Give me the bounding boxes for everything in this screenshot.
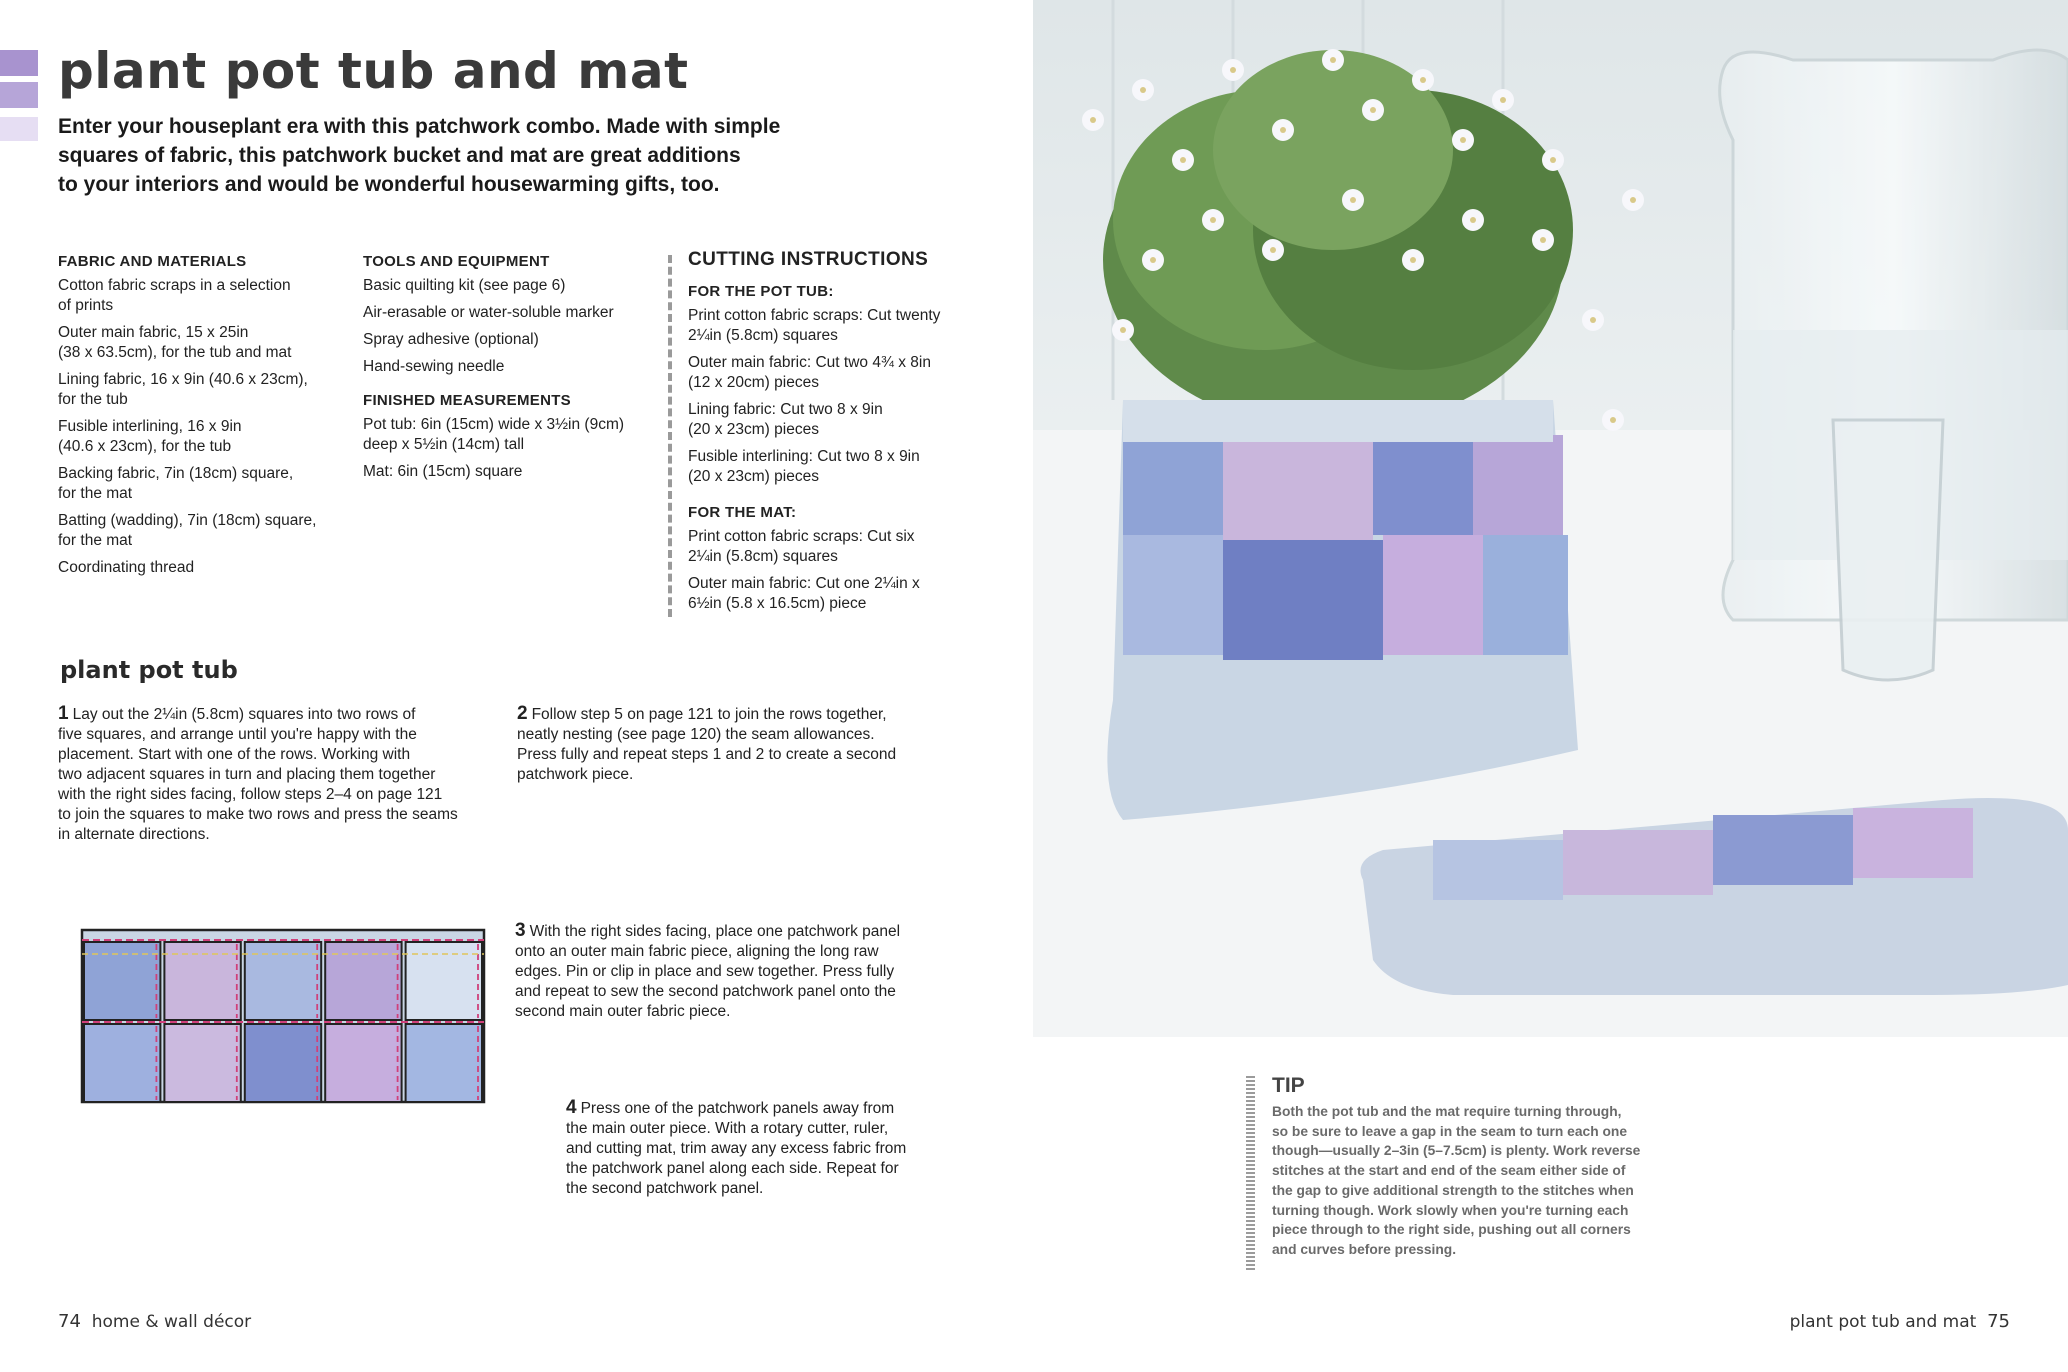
item-line: Backing fabric, 7in (18cm) square,: [58, 465, 294, 482]
item-line: of prints: [58, 297, 114, 314]
patch-square: [84, 1024, 160, 1102]
accent-bar-bottom: [0, 117, 38, 141]
running-header-right: plant pot tub and mat: [1789, 1312, 1977, 1332]
item-line: Outer main fabric: Cut two 4¾ x 8in: [688, 354, 931, 371]
item-line: Hand-sewing needle: [363, 358, 505, 375]
flower-center: [1210, 217, 1216, 223]
item-line: Pot tub: 6in (15cm) wide x 3½in (9cm): [363, 416, 625, 433]
cutting-item: [688, 400, 978, 440]
cutting-heading: CUTTING INSTRUCTIONS: [688, 249, 929, 270]
step-1: [58, 704, 458, 845]
item-line: 2¼in (5.8cm) squares: [688, 548, 838, 565]
item-line: 2¼in (5.8cm) squares: [688, 327, 838, 344]
item-line: Air-erasable or water-soluble marker: [363, 304, 614, 321]
materials-item: [58, 417, 348, 457]
tip-line: turning though. Work slowly when you're turning each: [1272, 1202, 1629, 1218]
page-number-left: 74: [58, 1311, 81, 1332]
flower-center: [1270, 247, 1276, 253]
flower-center: [1630, 197, 1636, 203]
step-3: [515, 921, 900, 1022]
tip-line: the gap to give additional strength to the stitches when: [1272, 1182, 1634, 1198]
page-title: plant pot tub and mat: [58, 42, 689, 100]
step-line: Press one of the patchwork panels away from: [580, 1100, 895, 1117]
item-line: (20 x 23cm) pieces: [688, 468, 819, 485]
step-line: with the right sides facing, follow steps 2–4 on page 121: [58, 786, 443, 803]
tip-box: [1246, 1074, 1641, 1260]
tools-column: [363, 252, 663, 489]
running-header-left: home & wall décor: [91, 1312, 252, 1332]
page-number-right: 75: [1987, 1311, 2010, 1332]
measurements-heading: FINISHED MEASUREMENTS: [363, 392, 571, 409]
step-line: placement. Start with one of the rows. Working with: [58, 746, 411, 763]
step-line: With the right sides facing, place one patchwork panel: [529, 923, 901, 940]
step-number: 3: [515, 920, 526, 941]
item-line: (12 x 20cm) pieces: [688, 374, 819, 391]
flower-center: [1090, 117, 1096, 123]
footer-right: [1790, 1311, 2010, 1332]
item-line: Basic quilting kit (see page 6): [363, 277, 566, 294]
item-line: (40.6 x 23cm), for the tub: [58, 438, 232, 455]
intro-line: Enter your houseplant era with this patchwork combo. Made with simple: [58, 115, 781, 138]
flower-center: [1180, 157, 1186, 163]
mat-subheading: FOR THE MAT:: [688, 504, 797, 521]
flower-center: [1550, 157, 1556, 163]
item-line: Fusible interlining, 16 x 9in: [58, 418, 242, 435]
item-line: deep x 5½in (14cm) tall: [363, 436, 525, 453]
flower-center: [1370, 107, 1376, 113]
tub-subheading: FOR THE POT TUB:: [688, 283, 834, 300]
step-line: in alternate directions.: [58, 826, 210, 843]
tools-item: [363, 330, 663, 350]
step-4: [566, 1098, 906, 1199]
patchwork-diagram: [76, 926, 490, 1106]
step-line: and repeat to sew the second patchwork panel onto the: [515, 983, 896, 1000]
patch-square: [406, 1024, 482, 1102]
step-number: 4: [566, 1097, 577, 1118]
step-line: neatly nesting (see page 120) the seam allowances.: [517, 726, 875, 743]
item-line: Coordinating thread: [58, 559, 195, 576]
materials-column: [58, 252, 348, 585]
cutting-item: [688, 574, 978, 614]
step-line: Follow step 5 on page 121 to join the rows together,: [531, 706, 887, 723]
item-line: Mat: 6in (15cm) square: [363, 463, 523, 480]
step-line: the main outer piece. With a rotary cutter, ruler,: [566, 1120, 889, 1137]
item-line: Fusible interlining: Cut two 8 x 9in: [688, 448, 920, 465]
flower-center: [1120, 327, 1126, 333]
step-number: 1: [58, 703, 69, 724]
section-title: plant pot tub: [60, 656, 238, 684]
tip-line: stitches at the start and end of the seam either side of: [1272, 1163, 1626, 1179]
step-line: five squares, and arrange until you're happy with the: [58, 726, 417, 743]
tools-item: [363, 303, 663, 323]
materials-item: [58, 558, 348, 578]
measurements-item: [363, 415, 663, 455]
intro-line: to your interiors and would be wonderful housewarming gifts, too.: [58, 173, 720, 196]
accent-bar-middle: [0, 82, 38, 108]
flower-center: [1350, 197, 1356, 203]
cutting-item: [688, 447, 978, 487]
step-line: onto an outer main fabric piece, aligning the long raw: [515, 943, 879, 960]
flower-center: [1470, 217, 1476, 223]
step-line: the second patchwork panel.: [566, 1180, 764, 1197]
tools-item: [363, 276, 663, 296]
step-2: [517, 704, 896, 785]
flower-center: [1610, 417, 1616, 423]
flower-center: [1150, 257, 1156, 263]
item-line: Print cotton fabric scraps: Cut twenty: [688, 307, 941, 324]
cutting-column: [668, 250, 978, 621]
item-line: for the tub: [58, 391, 128, 408]
flower-center: [1590, 317, 1596, 323]
materials-item: [58, 464, 348, 504]
patch-square: [245, 1024, 321, 1102]
item-line: Outer main fabric: Cut one 2¼in x: [688, 575, 920, 592]
item-line: for the mat: [58, 485, 133, 502]
glass-tumbler: [1833, 420, 1943, 680]
materials-item: [58, 276, 348, 316]
step-line: second main outer fabric piece.: [515, 1003, 731, 1020]
patch-square: [164, 1024, 240, 1102]
measurements-item: [363, 462, 663, 482]
flower-center: [1460, 137, 1466, 143]
item-line: (38 x 63.5cm), for the tub and mat: [58, 344, 292, 361]
item-line: Batting (wadding), 7in (18cm) square,: [58, 512, 317, 529]
tip-line: and curves before pressing.: [1272, 1241, 1457, 1257]
tools-heading: TOOLS AND EQUIPMENT: [363, 253, 550, 270]
flower-center: [1230, 67, 1236, 73]
materials-item: [58, 511, 348, 551]
item-line: Lining fabric, 16 x 9in (40.6 x 23cm),: [58, 371, 308, 388]
step-line: the patchwork panel along each side. Repeat for: [566, 1160, 899, 1177]
pot-tub-patchwork: [1123, 400, 1568, 660]
materials-item: [58, 323, 348, 363]
item-line: Outer main fabric, 15 x 25in: [58, 324, 249, 341]
item-line: Cotton fabric scraps in a selection: [58, 277, 291, 294]
item-line: Spray adhesive (optional): [363, 331, 539, 348]
step-line: and cutting mat, trim away any excess fabric from: [566, 1140, 907, 1157]
patch-square: [325, 1024, 401, 1102]
step-line: two adjacent squares in turn and placing them together: [58, 766, 436, 783]
step-line: Press fully and repeat steps 1 and 2 to create a second: [517, 746, 897, 763]
step-line: to join the squares to make two rows and press the seams: [58, 806, 458, 823]
flower-center: [1540, 237, 1546, 243]
flower-center: [1280, 127, 1286, 133]
cutting-item: [688, 306, 978, 346]
tip-line: Both the pot tub and the mat require turning through,: [1272, 1104, 1622, 1119]
intro-paragraph: [58, 112, 781, 199]
materials-heading: FABRIC AND MATERIALS: [58, 253, 247, 270]
cutting-item: [688, 353, 978, 393]
step-number: 2: [517, 703, 528, 724]
accent-bar-top: [0, 50, 38, 76]
tip-line: piece through to the right side, pushing out all corners: [1272, 1222, 1631, 1238]
tip-line: so be sure to leave a gap in the seam to turn each one: [1272, 1123, 1627, 1139]
item-line: for the mat: [58, 532, 133, 549]
flower-center: [1140, 87, 1146, 93]
flower-center: [1410, 257, 1416, 263]
step-line: patchwork piece.: [517, 766, 634, 783]
materials-item: [58, 370, 348, 410]
tip-line: though—usually 2–3in (5–7.5cm) is plenty. Work reverse: [1272, 1143, 1641, 1159]
product-photo: [1033, 0, 2068, 1037]
intro-line: squares of fabric, this patchwork bucket and mat are great additions: [58, 144, 741, 167]
item-line: Lining fabric: Cut two 8 x 9in: [688, 401, 883, 418]
step-line: edges. Pin or clip in place and sew together. Press fully: [515, 963, 895, 980]
item-line: Print cotton fabric scraps: Cut six: [688, 528, 915, 545]
tip-heading: TIP: [1272, 1074, 1305, 1097]
step-line: Lay out the 2¼in (5.8cm) squares into two rows of: [72, 706, 416, 723]
flower-center: [1330, 57, 1336, 63]
cutting-item: [688, 527, 978, 567]
flower-center: [1500, 97, 1506, 103]
tools-item: [363, 357, 663, 377]
item-line: 6½in (5.8 x 16.5cm) piece: [688, 595, 867, 612]
item-line: (20 x 23cm) pieces: [688, 421, 819, 438]
flower-center: [1420, 77, 1426, 83]
footer-left: [58, 1311, 251, 1332]
